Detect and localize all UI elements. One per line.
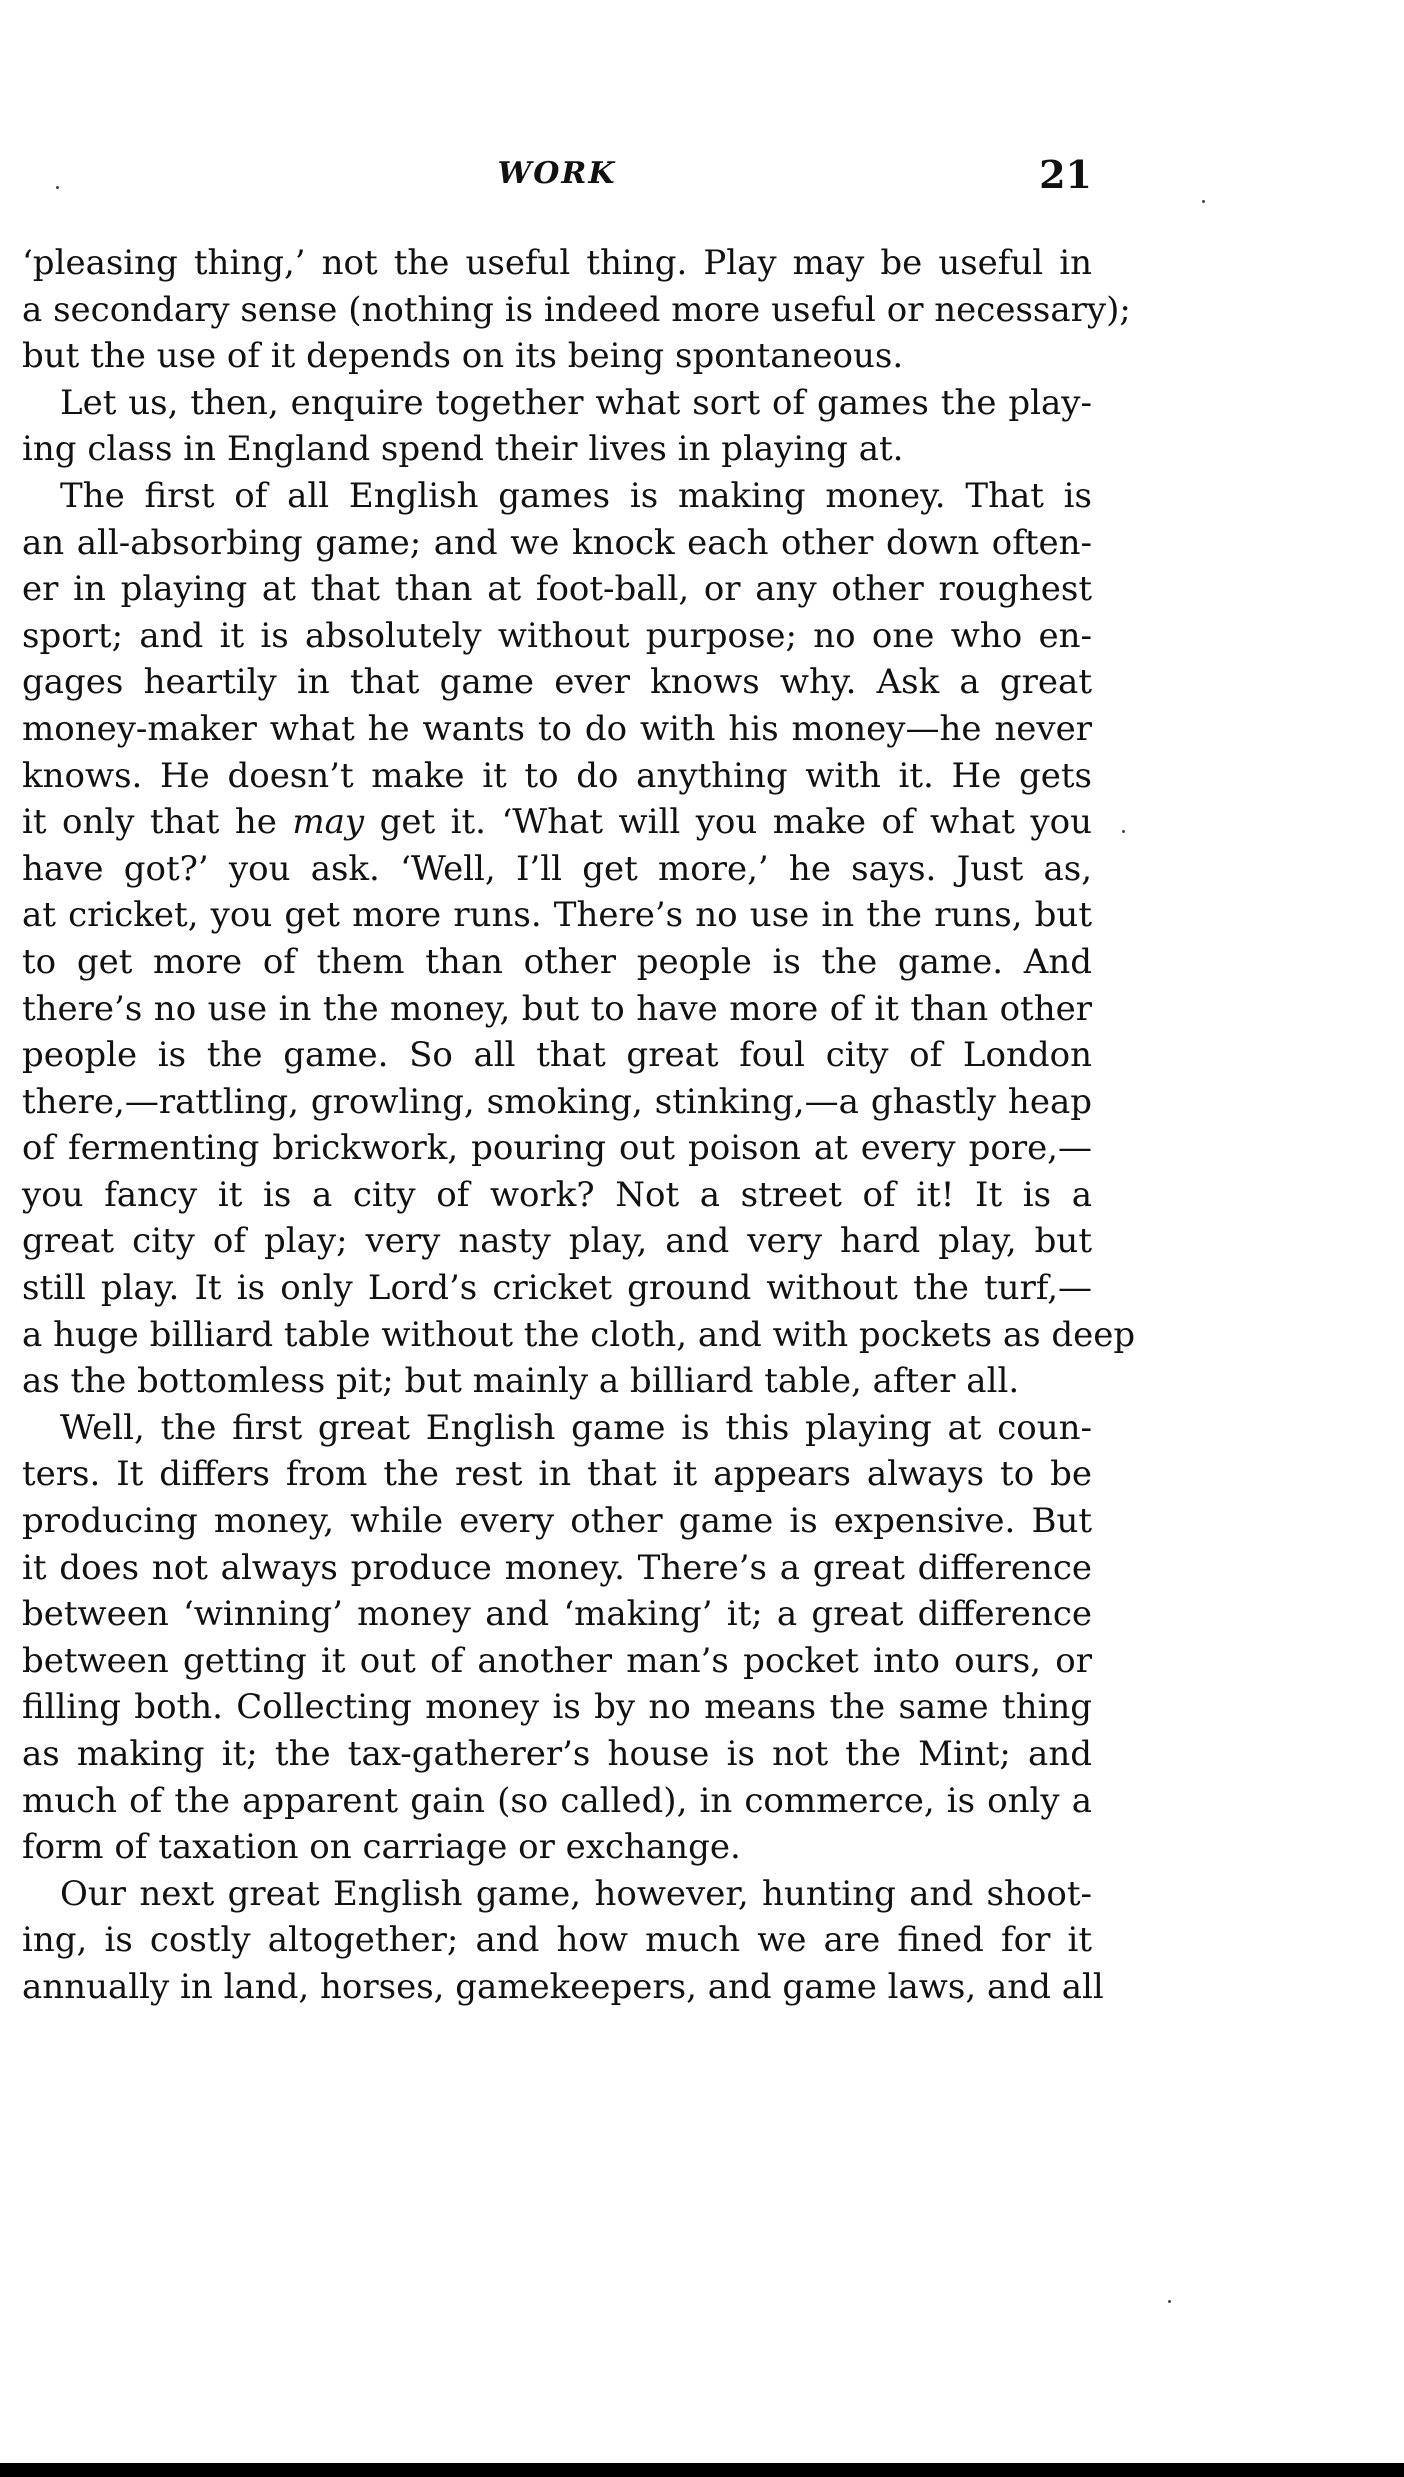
- text-line: great city of play; very nasty play, and very hard play, but: [22, 1221, 1092, 1262]
- scan-bottom-edge: [0, 2463, 1404, 2477]
- paper-speck: [1202, 200, 1205, 203]
- text-line: between getting it out of another man’s pocket into ours, or: [22, 1640, 1092, 1681]
- text-segment: get it. ‘What will you make of what you: [364, 802, 1093, 843]
- page-number: 21: [1039, 152, 1092, 197]
- paragraph-start-line: The first of all English games is making money. That is: [60, 475, 1092, 516]
- text-line: still play. It is only Lord’s cricket ground without the turf,—: [22, 1268, 1092, 1309]
- running-title: WORK: [497, 156, 617, 191]
- text-line: ‘pleasing thing,’ not the useful thing. Play may be useful in: [22, 243, 1092, 283]
- text-line: ing class in England spend their lives in playing at.: [22, 429, 904, 470]
- text-line: as making it; the tax-gatherer’s house is not the Mint; and: [22, 1734, 1092, 1774]
- text-line: as the bottomless pit; but mainly a billiard table, after all.: [22, 1361, 1020, 1402]
- text-line: a secondary sense (nothing is indeed more useful or necessary);: [22, 289, 1131, 330]
- paper-speck: [1168, 2300, 1171, 2303]
- text-line: knows. He doesn’t make it to do anything with it. He gets: [22, 755, 1092, 796]
- text-line: have got?’ you ask. ‘Well, I’ll get more,’ he says. Just as,: [22, 848, 1092, 889]
- text-line: there,—rattling, growling, smoking, stinking,—a ghastly heap: [22, 1081, 1092, 1122]
- text-line: producing money, while every other game is expensive. But: [22, 1501, 1092, 1542]
- text-line: ters. It differs from the rest in that it appears always to be: [22, 1454, 1092, 1495]
- text-line: much of the apparent gain (so called), in commerce, is only a: [22, 1780, 1092, 1821]
- text-line: an all-absorbing game; and we knock each other down often-: [22, 522, 1092, 563]
- running-head: [22, 152, 1092, 204]
- paper-speck: [1122, 830, 1125, 833]
- text-line: sport; and it is absolutely without purpose; no one who en-: [22, 615, 1092, 656]
- text-line: of fermenting brickwork, pouring out poison at every pore,—: [22, 1128, 1092, 1169]
- text-line: er in playing at that than at foot-ball, or any other roughest: [22, 569, 1092, 610]
- text-line: you fancy it is a city of work? Not a street of it! It is a: [22, 1174, 1092, 1215]
- text-line: ing, is costly altogether; and how much we are fined for it: [22, 1920, 1092, 1961]
- text-line: filling both. Collecting money is by no means the same thing: [22, 1687, 1092, 1728]
- text-line: money-maker what he wants to do with his money—he never: [22, 708, 1092, 749]
- text-line: but the use of it depends on its being spontaneous.: [22, 336, 904, 377]
- text-line: to get more of them than other people is the game. And: [22, 941, 1092, 982]
- text-line: there’s no use in the money, but to have more of it than other: [22, 988, 1092, 1029]
- text-line: at cricket, you get more runs. There’s no use in the runs, but: [22, 895, 1092, 936]
- paragraph-start-line: Our next great English game, however, hunting and shoot-: [60, 1873, 1092, 1914]
- text-line-with-emphasis: [22, 799, 1092, 846]
- text-line: gages heartily in that game ever knows why. Ask a great: [22, 662, 1092, 703]
- body-text: [22, 240, 1136, 2011]
- paper-speck: [56, 186, 59, 189]
- paragraph-start-line: Well, the first great English game is this playing at coun-: [60, 1407, 1092, 1448]
- text-line: between ‘winning’ money and ‘making’ it; a great difference: [22, 1594, 1092, 1635]
- text-line: annually in land, horses, gamekeepers, and game laws, and all: [22, 1966, 1104, 2007]
- text-line: a huge billiard table without the cloth, and with pockets as deep: [22, 1314, 1136, 1355]
- emphasis-word: may: [292, 802, 365, 843]
- text-line: form of taxation on carriage or exchange.: [22, 1827, 741, 1868]
- text-segment: it only that he: [22, 802, 293, 843]
- text-line: people is the game. So all that great foul city of London: [22, 1035, 1092, 1076]
- paragraph-start-line: Let us, then, enquire together what sort of games the play-: [60, 382, 1092, 423]
- text-line: it does not always produce money. There’s a great difference: [22, 1547, 1092, 1588]
